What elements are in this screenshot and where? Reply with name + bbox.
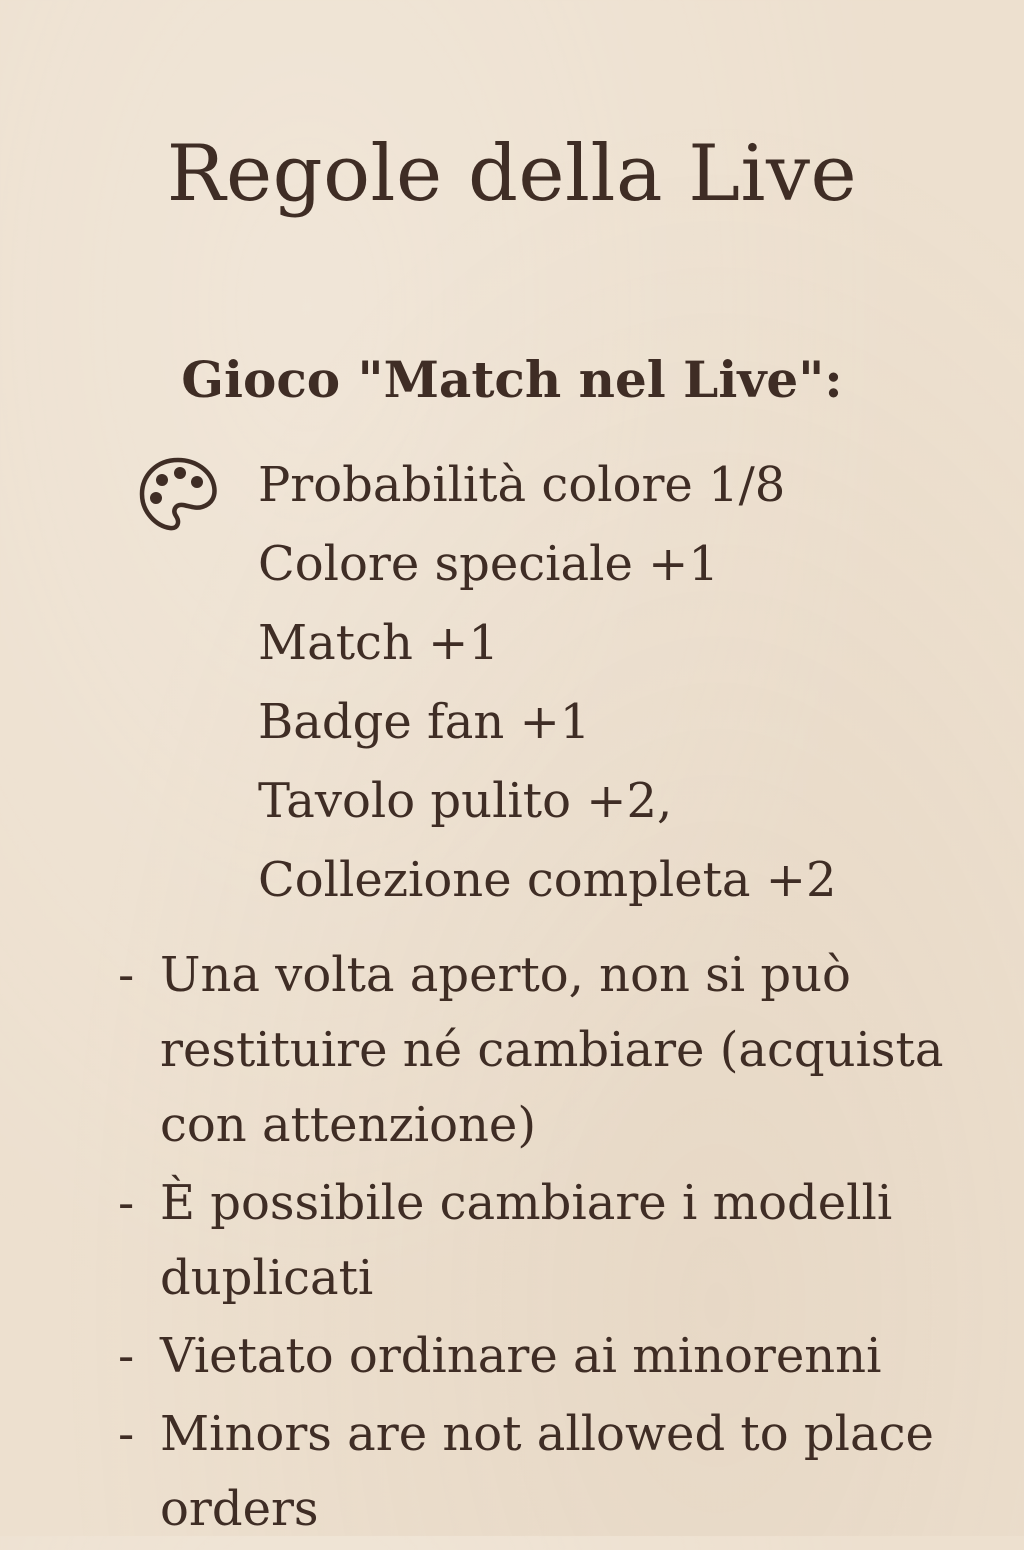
rule-item bbox=[118, 938, 998, 1163]
game-heading: Gioco "Match nel Live": bbox=[181, 350, 843, 409]
page-title: Regole della Live bbox=[166, 129, 858, 219]
score-line: Match +1 bbox=[258, 615, 499, 671]
rule-text: È possibile cambiare i modelli duplicati bbox=[160, 1175, 893, 1306]
rule-text: Una volta aperto, non si può restituire né cambiare (acquista con attenzione) bbox=[160, 947, 944, 1153]
score-list bbox=[258, 446, 837, 920]
rule-item bbox=[118, 1166, 998, 1316]
rule-bullet: - bbox=[118, 1175, 135, 1231]
score-line: Collezione completa +2 bbox=[258, 852, 837, 908]
rule-bullet: - bbox=[118, 1406, 135, 1462]
rule-text: Minors are not allowed to place orders bbox=[160, 1406, 934, 1537]
palette-icon bbox=[136, 454, 220, 538]
rule-item bbox=[118, 1397, 998, 1547]
score-line: Tavolo pulito +2, bbox=[258, 773, 673, 829]
score-line: Probabilità colore 1/8 bbox=[258, 457, 786, 513]
rules-list bbox=[118, 938, 998, 1550]
score-line: Colore speciale +1 bbox=[258, 536, 719, 592]
rule-item bbox=[118, 1319, 998, 1394]
rule-bullet: - bbox=[118, 947, 135, 1003]
rule-text: Vietato ordinare ai minorenni bbox=[160, 1328, 882, 1384]
rule-bullet: - bbox=[118, 1328, 135, 1384]
score-line: Badge fan +1 bbox=[258, 694, 591, 750]
